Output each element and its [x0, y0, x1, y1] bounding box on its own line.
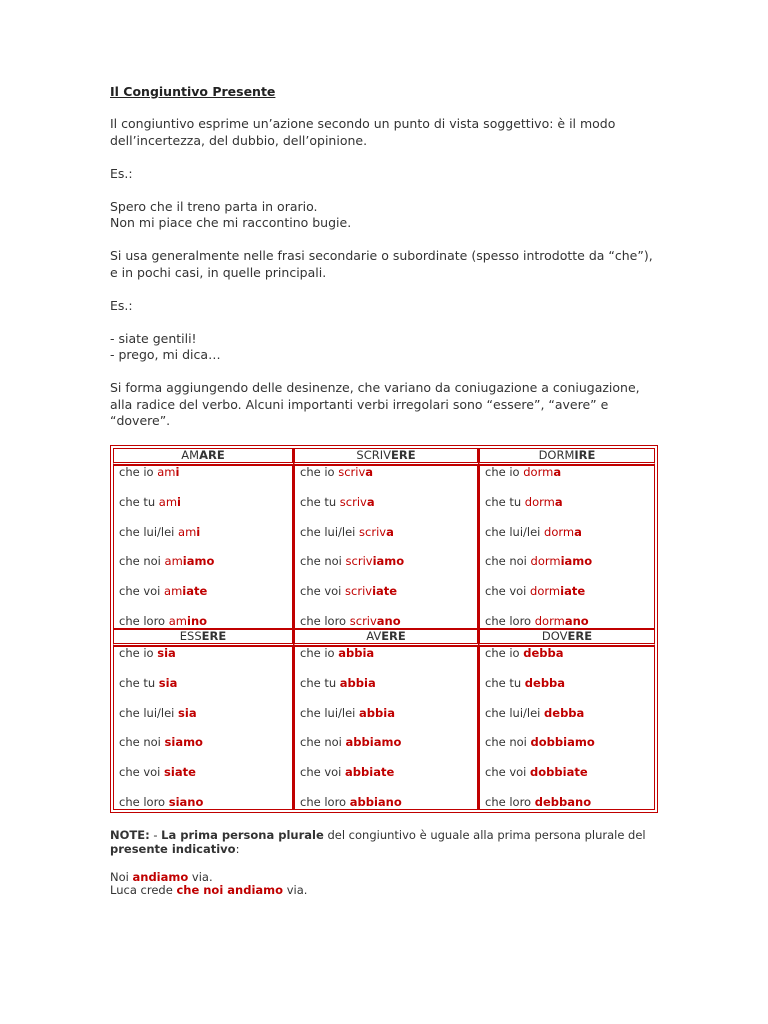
example-sentences [110, 331, 660, 364]
pronoun: che lui/lei [485, 705, 545, 720]
document-title: Il Congiuntivo Presente [110, 84, 276, 99]
pronoun: che tu [300, 675, 340, 690]
pronoun: che tu [485, 494, 525, 509]
pronoun: che lui/lei [300, 705, 360, 720]
verb-forms-cell [479, 465, 655, 629]
verb-ending: i [177, 494, 181, 509]
conjugated-form [119, 585, 287, 615]
conjugated-form [119, 466, 287, 496]
verb-ending: ano [376, 613, 401, 628]
example-label: Es.: [110, 297, 133, 313]
conjugated-form [300, 615, 472, 628]
table-forms-row [113, 465, 655, 629]
note-example-highlight: andiamo [132, 869, 189, 884]
pronoun: che voi [119, 584, 165, 599]
pronoun: che io [119, 465, 158, 479]
pronoun: che voi [300, 765, 346, 780]
conjugated-form [485, 466, 649, 496]
irregular-form: siate [164, 765, 196, 780]
verb-ending: i [196, 524, 201, 539]
note-example-text: Noi [110, 869, 133, 884]
pronoun: che io [300, 645, 339, 660]
verb-header-stem: ESS [179, 628, 202, 643]
verb-stem: am [168, 613, 187, 628]
verb-ending: a [365, 465, 374, 479]
verb-stem: scriv [359, 524, 387, 539]
note-examples [110, 871, 660, 898]
irregular-form: abbia [359, 705, 395, 720]
conjugation-table [110, 445, 658, 813]
note-paragraph [110, 828, 660, 856]
pronoun: che tu [300, 494, 340, 509]
verb-header-cell [113, 629, 294, 646]
pronoun: che voi [119, 765, 165, 780]
verb-ending: iate [372, 584, 398, 599]
irregular-form: abbiate [345, 765, 395, 780]
verb-header-cell [113, 448, 294, 465]
verb-ending: a [386, 524, 394, 539]
verb-stem: scriv [345, 554, 373, 569]
example-sentences [110, 199, 660, 232]
irregular-form: debba [523, 645, 564, 660]
conjugated-form [119, 707, 287, 737]
pronoun: che noi [300, 735, 346, 750]
verb-forms-cell [294, 465, 479, 629]
example-sentence: - siate gentili! [110, 330, 197, 346]
irregular-form: sia [157, 645, 176, 660]
example-sentence: Non mi piace che mi raccontino bugie. [110, 215, 352, 230]
irregular-form: siano [168, 794, 204, 809]
verb-forms-cell [113, 646, 294, 810]
irregular-form: dobbiamo [530, 735, 595, 750]
formation-paragraph: Si forma aggiungendo delle desinenze, che variano da coniugazione a coniugazione, alla radice del verbo. Alcuni importanti verbi irregolari sono “essere”, “avere” e “dovere”. [110, 380, 640, 428]
pronoun: che tu [119, 494, 159, 509]
verb-stem: scriv [345, 584, 373, 599]
verb-header-stem: AV [366, 628, 382, 643]
pronoun: che voi [485, 584, 531, 599]
conjugated-form [119, 677, 287, 707]
verb-stem: am [157, 465, 176, 479]
pronoun: che noi [485, 554, 531, 569]
conjugated-form [119, 796, 287, 809]
pronoun: che lui/lei [300, 524, 360, 539]
verb-header-cell [294, 448, 479, 465]
verb-header-cell [479, 448, 655, 465]
verb-header-stem: DOV [541, 628, 568, 643]
conjugated-form [119, 526, 287, 556]
pronoun: che voi [485, 765, 531, 780]
irregular-form: sia [178, 705, 197, 720]
verb-ending: iamo [372, 554, 405, 569]
irregular-form: debba [524, 675, 566, 690]
conjugated-form [300, 555, 472, 585]
verb-stem: dorm [524, 494, 555, 509]
verb-header-cell [294, 629, 479, 646]
conjugated-form [485, 796, 649, 809]
example-sentence: Spero che il treno parta in orario. [110, 198, 318, 214]
pronoun: che io [485, 465, 524, 479]
pronoun: che io [485, 645, 524, 660]
pronoun: che loro [485, 794, 535, 809]
pronoun: che loro [119, 794, 169, 809]
table-header-row [113, 629, 655, 646]
verb-header-ending: ERE [391, 448, 416, 462]
verb-stem: am [164, 584, 183, 599]
verb-ending: ano [564, 613, 589, 628]
conjugated-form [119, 647, 287, 677]
verb-header-ending: ERE [567, 628, 593, 643]
conjugated-form [485, 526, 649, 556]
conjugated-form [300, 796, 472, 809]
note-text: : [235, 841, 240, 856]
irregular-form: abbia [339, 675, 376, 690]
verb-stem: scriv [349, 613, 377, 628]
verb-header-ending: ERE [381, 628, 406, 643]
conjugated-form [119, 496, 287, 526]
verb-header-cell [479, 629, 655, 646]
verb-ending: iamo [560, 554, 593, 569]
pronoun: che noi [119, 554, 165, 569]
pronoun: che io [119, 645, 158, 660]
pronoun: che voi [300, 584, 346, 599]
pronoun: che lui/lei [119, 524, 179, 539]
verb-stem: am [178, 524, 197, 539]
irregular-form: abbiano [349, 794, 402, 809]
intro-paragraph: Il congiuntivo esprime un’azione secondo un punto di vista soggettivo: è il modo dell’incertezza, del dubbio, dell’opinione. [110, 116, 616, 148]
pronoun: che lui/lei [119, 705, 179, 720]
irregular-form: dobbiate [530, 765, 588, 780]
verb-stem: scriv [339, 494, 367, 509]
usage-paragraph: Si usa generalmente nelle frasi secondarie o subordinate (spesso introdotte da “che”), e in pochi casi, in quelle principali. [110, 248, 653, 280]
note-text: del congiuntivo è uguale alla prima persona plurale del [323, 827, 646, 842]
verb-ending: ino [187, 613, 208, 628]
conjugated-form [300, 736, 472, 766]
conjugated-form [300, 766, 472, 796]
conjugated-form [300, 526, 472, 556]
verb-ending: a [553, 465, 562, 479]
conjugated-form [485, 585, 649, 615]
note-example-text: via. [188, 869, 213, 884]
conjugated-form [485, 766, 649, 796]
verb-header-ending: ARE [199, 448, 225, 462]
verb-stem: dorm [544, 524, 575, 539]
verb-stem: am [158, 494, 178, 509]
note-bold-text: La prima persona plurale [161, 827, 324, 842]
conjugated-form [485, 647, 649, 677]
note-example-text: Luca crede [110, 883, 177, 898]
table-forms-row [113, 646, 655, 810]
irregular-form: abbiamo [345, 735, 402, 750]
pronoun: che loro [300, 613, 350, 628]
note-label: NOTE: [110, 827, 150, 842]
table-header-row [113, 448, 655, 465]
verb-stem: dorm [530, 584, 561, 599]
note-example-highlight: che noi andiamo [176, 883, 284, 898]
conjugated-form [300, 647, 472, 677]
example-label: Es.: [110, 165, 133, 181]
verb-header-stem: SCRIV [356, 448, 391, 462]
verb-forms-cell [294, 646, 479, 810]
conjugated-form [119, 555, 287, 585]
conjugated-form [300, 496, 472, 526]
verb-ending: a [554, 494, 563, 509]
conjugated-form [300, 466, 472, 496]
conjugated-form [119, 766, 287, 796]
verb-stem: dorm [530, 554, 561, 569]
note-bold-text: presente indicativo [110, 841, 236, 856]
verb-stem: scriv [338, 465, 366, 479]
pronoun: che tu [485, 675, 525, 690]
pronoun: che loro [300, 794, 350, 809]
example-sentence: - prego, mi dica… [110, 347, 221, 362]
verb-header-ending: ERE [201, 628, 227, 643]
verb-forms-cell [479, 646, 655, 810]
verb-ending: iate [560, 584, 586, 599]
verb-ending: iate [182, 584, 208, 599]
pronoun: che tu [119, 675, 159, 690]
verb-stem: dorm [523, 465, 554, 479]
conjugated-form [300, 677, 472, 707]
verb-stem: dorm [534, 613, 565, 628]
verb-header-stem: DORM [538, 448, 575, 462]
verb-ending: a [366, 494, 375, 509]
verb-ending: i [175, 465, 180, 479]
conjugated-form [300, 707, 472, 737]
conjugated-form [119, 615, 287, 628]
conjugated-form [300, 585, 472, 615]
pronoun: che lui/lei [485, 524, 545, 539]
conjugated-form [485, 736, 649, 766]
note-example-text: via. [283, 883, 308, 898]
verb-header-stem: AM [181, 448, 200, 462]
irregular-form: debbano [534, 794, 592, 809]
conjugated-form [485, 555, 649, 585]
irregular-form: sia [158, 675, 178, 690]
document-page [110, 84, 660, 898]
conjugated-form [485, 496, 649, 526]
conjugated-form [119, 736, 287, 766]
verb-header-ending: IRE [574, 448, 596, 462]
pronoun: che noi [300, 554, 346, 569]
conjugated-form [485, 677, 649, 707]
note-dash: - [149, 827, 162, 842]
pronoun: che loro [119, 613, 169, 628]
irregular-form: abbia [338, 645, 375, 660]
verb-ending: a [574, 524, 582, 539]
pronoun: che io [300, 465, 339, 479]
irregular-form: debba [544, 705, 585, 720]
pronoun: che noi [119, 735, 165, 750]
conjugated-form [485, 615, 649, 628]
pronoun: che noi [485, 735, 531, 750]
verb-forms-cell [113, 465, 294, 629]
pronoun: che loro [485, 613, 535, 628]
conjugated-form [485, 707, 649, 737]
verb-stem: am [164, 554, 183, 569]
irregular-form: siamo [164, 735, 203, 750]
verb-ending: iamo [182, 554, 215, 569]
